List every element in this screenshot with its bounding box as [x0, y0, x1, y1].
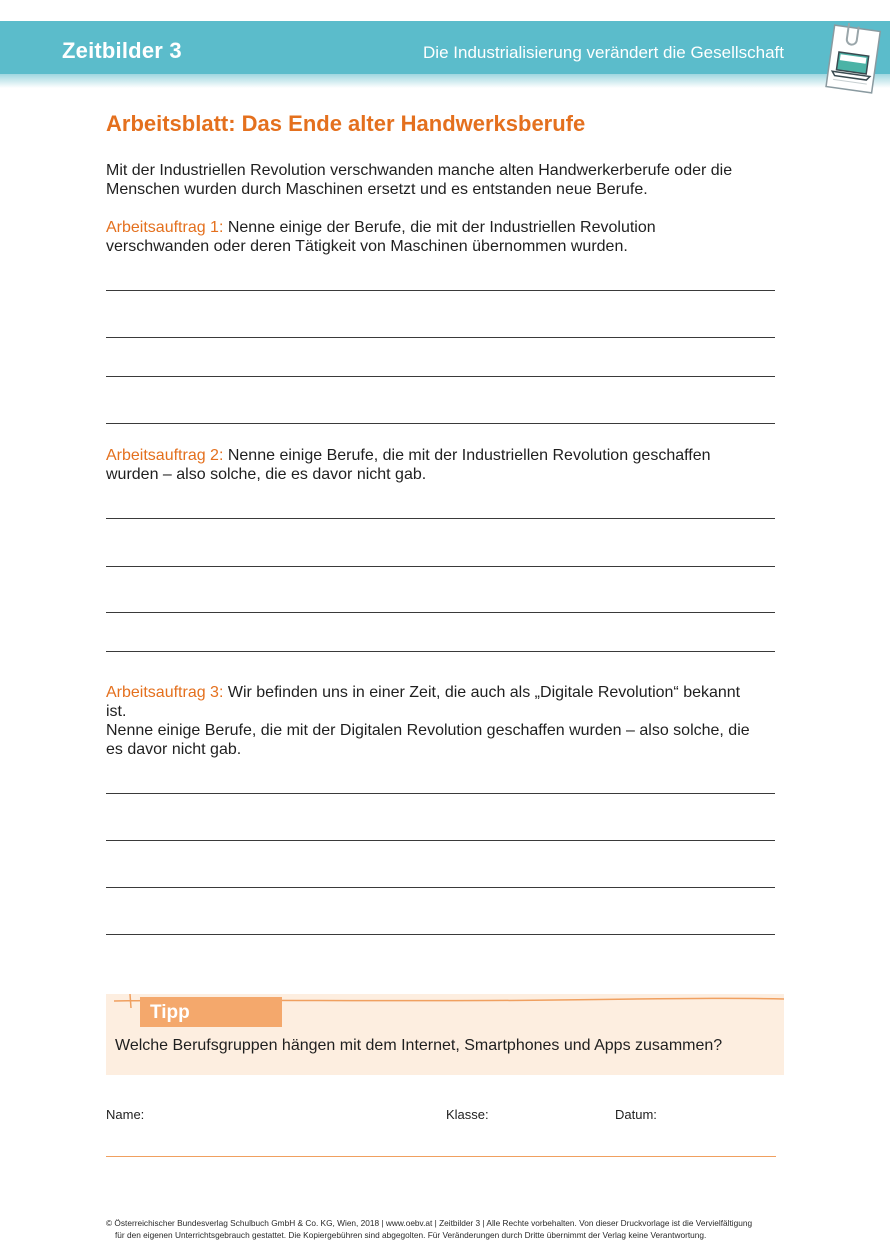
worksheet-laptop-icon: [820, 20, 886, 100]
task-3: [106, 683, 786, 759]
task-3-line-2: ist.: [106, 703, 127, 720]
answer-line[interactable]: [106, 423, 775, 424]
answer-line[interactable]: [106, 934, 775, 935]
task-1-line-1: Nenne einige der Berufe, die mit der Industriellen Revolution: [223, 219, 656, 236]
task-1-line-2: verschwanden oder deren Tätigkeit von Maschinen übernommen wurden.: [106, 238, 628, 255]
intro-line-2: Menschen wurden durch Maschinen ersetzt und es entstanden neue Berufe.: [106, 181, 648, 198]
intro-line-1: Mit der Industriellen Revolution verschwanden manche alten Handwerkerberufe oder die: [106, 162, 733, 179]
footer-line-1: © Österreichischer Bundesverlag Schulbuch GmbH & Co. KG, Wien, 2018 | www.oebv.at | Zeitbilder 3 | Alle Rechte vorbehalten. Von dieser Druckvorlage ist die Vervielfältigung: [106, 1218, 753, 1228]
footer-line-2: für den eigenen Unterrichtsgebrauch gestattet. Die Kopiergebühren sind abgegolten. Für Veränderungen durch Dritte übernimmt der Verlag keine Verantwortung.: [115, 1230, 707, 1240]
worksheet-title: Arbeitsblatt: Das Ende alter Handwerksberufe: [106, 111, 586, 136]
task-2-line-2: wurden – also solche, die es davor nicht gab.: [106, 466, 427, 483]
answer-line[interactable]: [106, 376, 775, 377]
task-3-line-1: Wir befinden uns in einer Zeit, die auch als „Digitale Revolution“ bekannt: [223, 684, 741, 701]
task-2: [106, 446, 786, 484]
answer-line[interactable]: [106, 651, 775, 652]
task-2-label: Arbeitsauftrag 2:: [106, 447, 224, 464]
answer-line[interactable]: [106, 337, 775, 338]
chapter-topic: Die Industrialisierung verändert die Gesellschaft: [423, 43, 784, 62]
task-3-line-4: es davor nicht gab.: [106, 741, 242, 758]
name-field-label: Name:: [106, 1107, 145, 1122]
task-2-line-1: Nenne einige Berufe, die mit der Industriellen Revolution geschaffen: [223, 447, 711, 464]
tip-label: Tipp: [150, 1002, 190, 1023]
answer-line[interactable]: [106, 887, 775, 888]
answer-line[interactable]: [106, 290, 775, 291]
copyright-footer: [106, 1217, 786, 1241]
answer-line[interactable]: [106, 566, 775, 567]
answer-line[interactable]: [106, 840, 775, 841]
intro-text: [106, 161, 786, 199]
class-field-label: Klasse:: [446, 1107, 489, 1122]
task-3-line-3: Nenne einige Berufe, die mit der Digitalen Revolution geschaffen wurden – also solche, die: [106, 722, 750, 739]
date-field-label: Datum:: [615, 1107, 657, 1122]
tip-text: Welche Berufsgruppen hängen mit dem Internet, Smartphones und Apps zusammen?: [115, 1037, 723, 1054]
brand-title: Zeitbilder 3: [62, 38, 182, 63]
task-1-label: Arbeitsauftrag 1:: [106, 219, 224, 236]
answer-line[interactable]: [106, 793, 775, 794]
answer-line[interactable]: [106, 518, 775, 519]
signature-line[interactable]: [106, 1156, 776, 1157]
task-3-label: Arbeitsauftrag 3:: [106, 684, 224, 701]
task-1: [106, 218, 786, 256]
answer-line[interactable]: [106, 612, 775, 613]
header-shadow: [0, 74, 890, 88]
